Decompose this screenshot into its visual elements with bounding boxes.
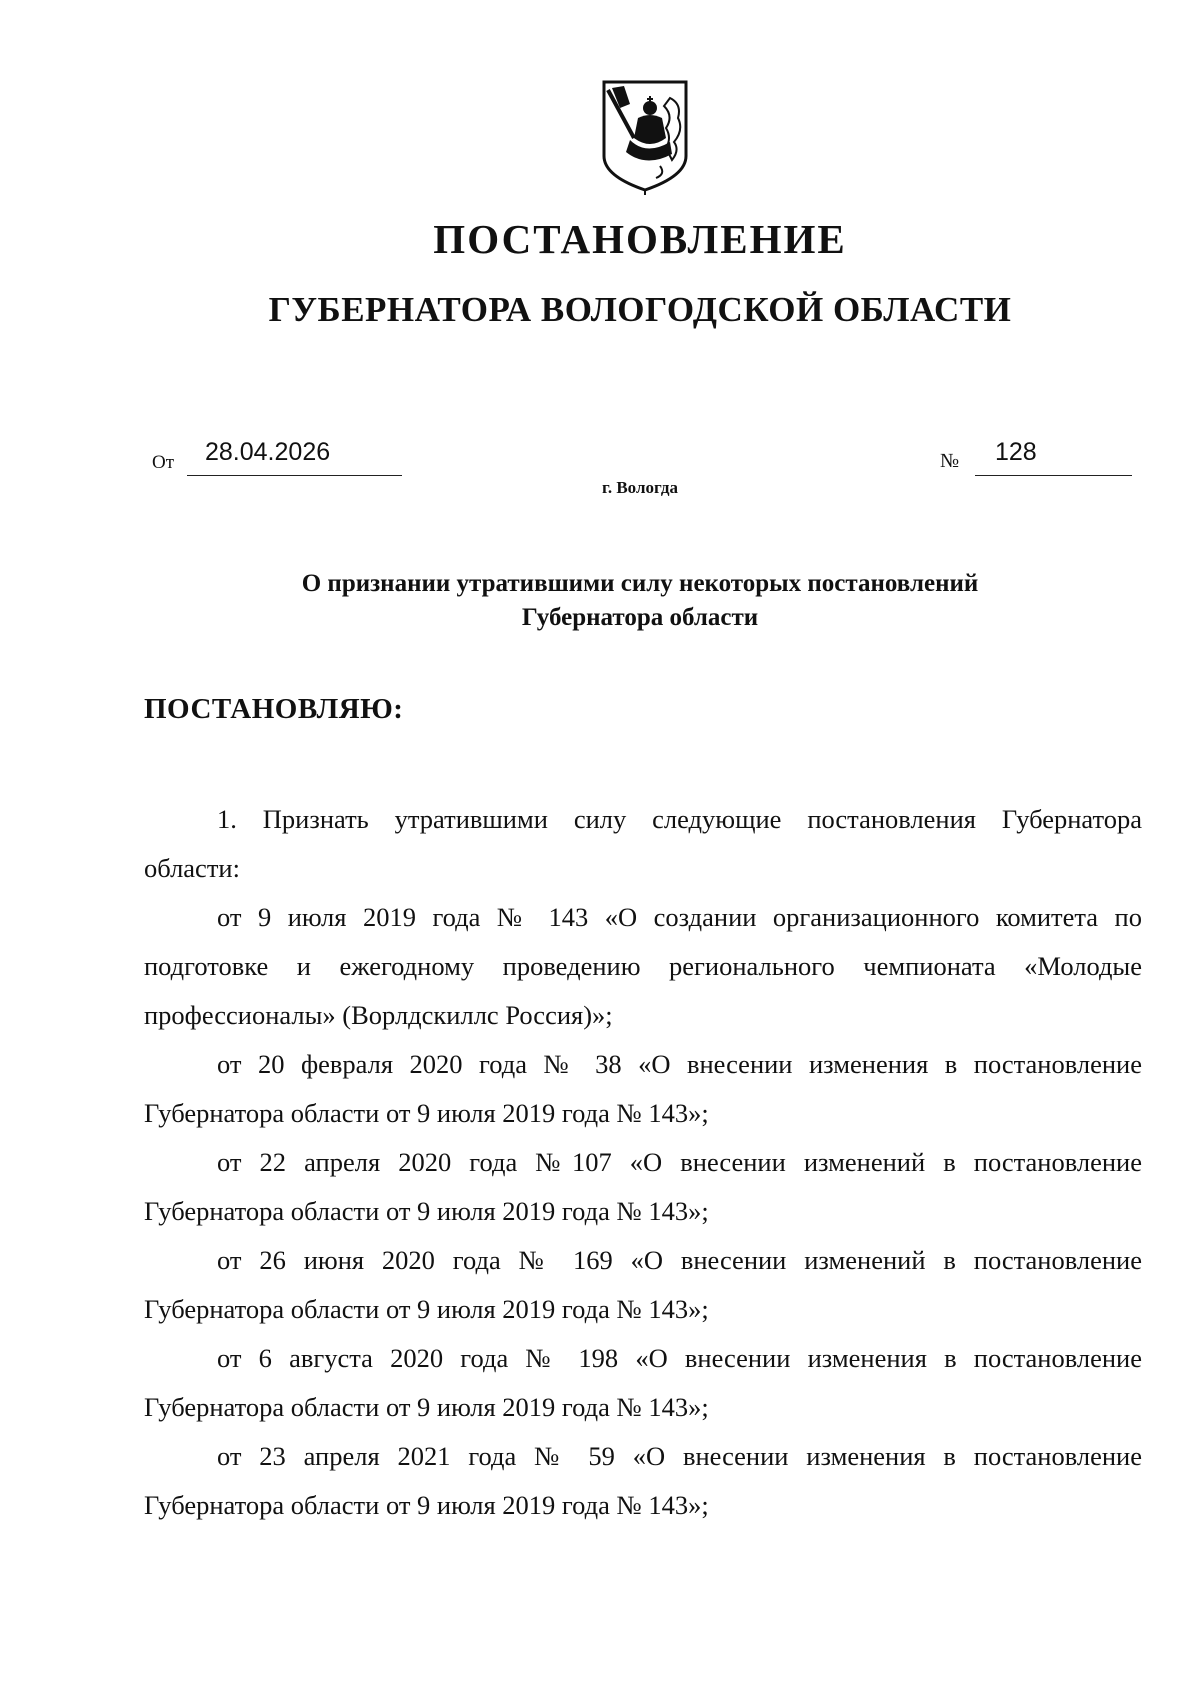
body-line: Губернатора области от 9 июля 2019 года № 143»;: [144, 1490, 709, 1520]
body-line: от 6 августа 2020 года № 198 «О внесении изменения в постановление: [217, 1343, 1142, 1373]
body-line: профессионалы» (Ворлдскиллс Россия)»;: [144, 1000, 613, 1030]
document-subject: [0, 567, 1200, 635]
decree-heading: ПОСТАНОВЛЯЮ:: [144, 693, 404, 725]
body-line: области:: [144, 853, 240, 883]
body-line: Губернатора области от 9 июля 2019 года № 143»;: [144, 1098, 709, 1128]
document-title: ПОСТАНОВЛЕНИЕ: [433, 216, 847, 262]
body-line: от 26 июня 2020 года № 169 «О внесении изменений в постановление: [217, 1245, 1142, 1275]
body-line: от 22 апреля 2020 года №107 «О внесении изменений в постановление: [217, 1147, 1142, 1177]
date-label: От: [152, 452, 175, 473]
number-label: №: [940, 450, 960, 472]
coat-of-arms-icon: [600, 78, 690, 196]
city-label: г. Вологда: [602, 478, 678, 497]
document-body: [144, 795, 1142, 1530]
body-line: Губернатора области от 9 июля 2019 года № 143»;: [144, 1294, 709, 1324]
document-subtitle: ГУБЕРНАТОРА ВОЛОГОДСКОЙ ОБЛАСТИ: [268, 290, 1012, 329]
body-line: Губернатора области от 9 июля 2019 года № 143»;: [144, 1392, 709, 1422]
subject-line-2: Губернатора области: [521, 604, 759, 631]
body-line: от 9 июля 2019 года № 143 «О создании организационного комитета по: [217, 902, 1142, 932]
body-line: 1. Признать утратившими силу следующие постановления Губернатора: [217, 804, 1142, 834]
subject-line-1: О признании утратившими силу некоторых постановлений: [301, 570, 979, 597]
body-line: Губернатора области от 9 июля 2019 года № 143»;: [144, 1196, 709, 1226]
document-date: 28.04.2026: [205, 438, 331, 466]
body-line: подготовке и ежегодному проведению регионального чемпионата «Молодые: [144, 951, 1142, 981]
document-number: 128: [995, 438, 1037, 466]
body-line: от 23 апреля 2021 года № 59 «О внесении изменения в постановление: [217, 1441, 1142, 1471]
body-line: от 20 февраля 2020 года № 38 «О внесении изменения в постановление: [217, 1049, 1142, 1079]
